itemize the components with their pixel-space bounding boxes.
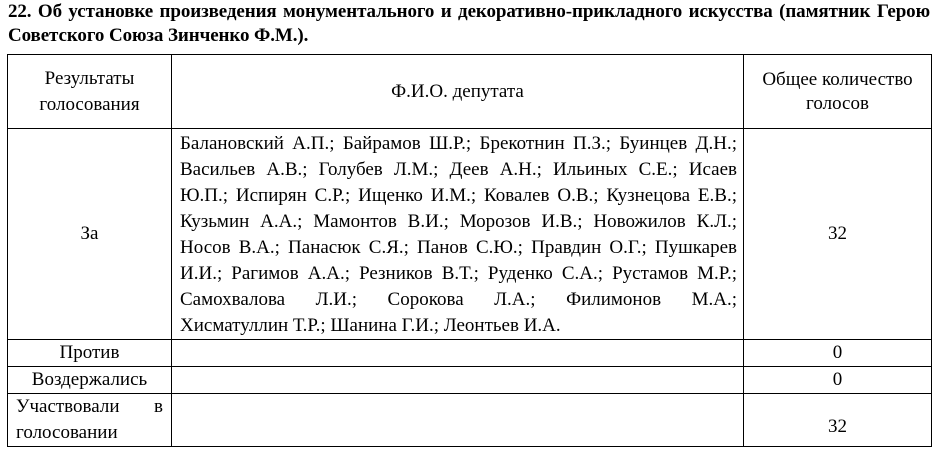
deputies-list-abstained bbox=[172, 367, 744, 394]
total-votes-for: 32 bbox=[744, 129, 932, 340]
voting-results-table bbox=[7, 54, 932, 447]
deputies-list-for bbox=[172, 129, 744, 340]
table-header-row bbox=[8, 55, 932, 129]
result-label-abstained: Воздержались bbox=[8, 367, 172, 394]
resolution-heading bbox=[8, 0, 930, 48]
result-label-participated: Участвовали в голосовании bbox=[8, 394, 172, 447]
deputies-list-against bbox=[172, 340, 744, 367]
table-row-against bbox=[8, 340, 932, 367]
table-row-participated bbox=[8, 394, 932, 447]
table-row-for bbox=[8, 129, 932, 340]
result-label-for: За bbox=[8, 129, 172, 340]
resolution-title: Об установке произведения монументального и декоративно-прикладного искусства (памятник Герою Советского Союза Зинченко Ф.М.). bbox=[8, 1, 930, 46]
total-votes-participated: 32 bbox=[744, 394, 932, 447]
header-total-votes: Общее количество голосов bbox=[744, 55, 932, 129]
result-label-against: Против bbox=[8, 340, 172, 367]
total-votes-abstained: 0 bbox=[744, 367, 932, 394]
resolution-number: 22. bbox=[8, 1, 32, 22]
deputies-list-participated bbox=[172, 394, 744, 447]
total-votes-against: 0 bbox=[744, 340, 932, 367]
deputies-names: Балановский А.П.; Байрамов Ш.Р.; Брекотнин П.З.; Буинцев Д.Н.; Васильев А.В.; Голубев Л.М.; Деев А.Н.; Ильиных С.Е.; Исаев Ю.П.; Испирян С.Р.; Ищенко И.М.; Ковалев О.В.; Кузнецова Е.В.; Кузьмин А.А.; Мамонтов В.И.; Морозов И.В.; Новожилов К.Л.; Носов В.А.; Панасюк С.Я.; Панов С.Ю.; Правдин О.Г.; Пушкарев И.И.; Рагимов А.А.; Резников В.Т.; Руденко С.А.; Рустамов М.Р.; Самохвалова Л.И.; Сорокова Л.А.; Филимонов М.А.; bbox=[180, 133, 737, 310]
table-row-abstained bbox=[8, 367, 932, 394]
header-voting-result: Результаты голосования bbox=[8, 55, 172, 129]
deputies-names-last-line: Хисматуллин Т.Р.; Шанина Г.И.; Леонтьев И.А. bbox=[180, 315, 561, 336]
header-deputy-name: Ф.И.О. депутата bbox=[172, 55, 744, 129]
